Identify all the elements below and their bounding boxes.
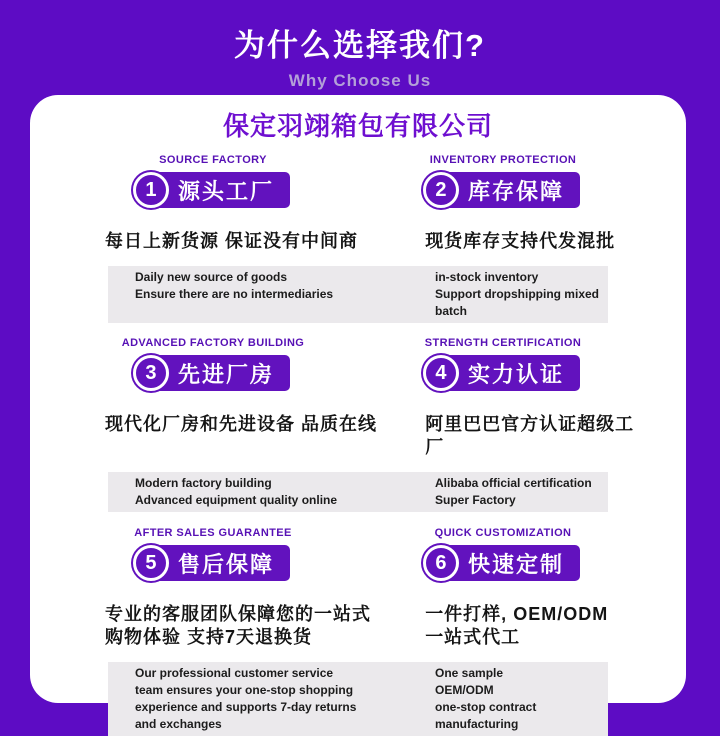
section-3-headline: 现代化厂房和先进设备 品质在线 [105, 414, 377, 434]
section-6-label-en: QUICK CUSTOMIZATION [434, 527, 572, 539]
section-6-badge [435, 545, 580, 581]
feature-row-3 [68, 526, 648, 736]
section-5-title-cn: 售后保障 [177, 551, 274, 577]
section-5-header [68, 526, 358, 581]
section-4-header [358, 336, 648, 391]
section-5-label-en: AFTER SALES GUARANTEE [134, 527, 292, 539]
section-5-headline: 专业的客服团队保障您的一站式 购物体验 支持7天退换货 [105, 604, 371, 647]
section-5-badge [145, 545, 290, 581]
section-1-label-en: SOURCE FACTORY [159, 154, 267, 166]
feature-row-2-descriptions [108, 472, 608, 512]
section-5-number: 5 [133, 545, 169, 581]
section-5-desc: Our professional customer service team ensures your one-stop shopping experience and supports 7-day returns and exchanges [135, 666, 357, 731]
section-3-badge [145, 355, 290, 391]
section-4-headline: 阿里巴巴官方认证超级工厂 [425, 414, 635, 457]
section-4-title-cn: 实力认证 [467, 361, 564, 387]
page-subtitle: Why Choose Us [288, 71, 432, 90]
section-2-number: 2 [423, 172, 459, 208]
section-2-desc: in-stock inventory Support dropshipping mixed batch [435, 270, 599, 318]
feature-row-3-descriptions [108, 662, 608, 736]
section-4-desc: Alibaba official certification Super Factory [435, 476, 592, 507]
section-3-label-en: ADVANCED FACTORY BUILDING [121, 337, 305, 349]
page-title: 为什么选择我们? [234, 28, 486, 63]
feature-row-2 [68, 336, 648, 512]
section-6-desc: One sample OEM/ODM one-stop contract manufacturing [435, 666, 537, 731]
feature-row-1-descriptions [108, 266, 608, 323]
section-3-number: 3 [133, 355, 169, 391]
section-1-header [68, 153, 358, 208]
section-2-title-cn: 库存保障 [467, 178, 564, 204]
page-header [0, 0, 720, 91]
section-6-headline: 一件打样, OEM/ODM 一站式代工 [425, 604, 609, 647]
section-2-headline: 现货库存支持代发混批 [425, 231, 616, 251]
section-4-number: 4 [423, 355, 459, 391]
section-6-title-cn: 快速定制 [467, 551, 564, 577]
company-name: 保定羽翊箱包有限公司 [222, 111, 493, 141]
section-1-headline: 每日上新货源 保证没有中间商 [105, 231, 358, 251]
section-1-badge [145, 172, 290, 208]
section-6-number: 6 [423, 545, 459, 581]
section-1-desc: Daily new source of goods Ensure there are no intermediaries [135, 270, 334, 301]
feature-row-1 [68, 153, 648, 323]
section-3-header [68, 336, 358, 391]
section-2-header [358, 153, 648, 208]
section-3-title-cn: 先进厂房 [177, 361, 274, 387]
section-6-header [358, 526, 648, 581]
section-1-number: 1 [133, 172, 169, 208]
section-4-badge [435, 355, 580, 391]
section-1-title-cn: 源头工厂 [177, 178, 274, 204]
content-card [30, 95, 686, 731]
section-2-badge [435, 172, 580, 208]
section-2-label-en: INVENTORY PROTECTION [429, 154, 577, 166]
section-3-desc: Modern factory building Advanced equipment quality online [135, 476, 338, 507]
section-4-label-en: STRENGTH CERTIFICATION [424, 337, 582, 349]
